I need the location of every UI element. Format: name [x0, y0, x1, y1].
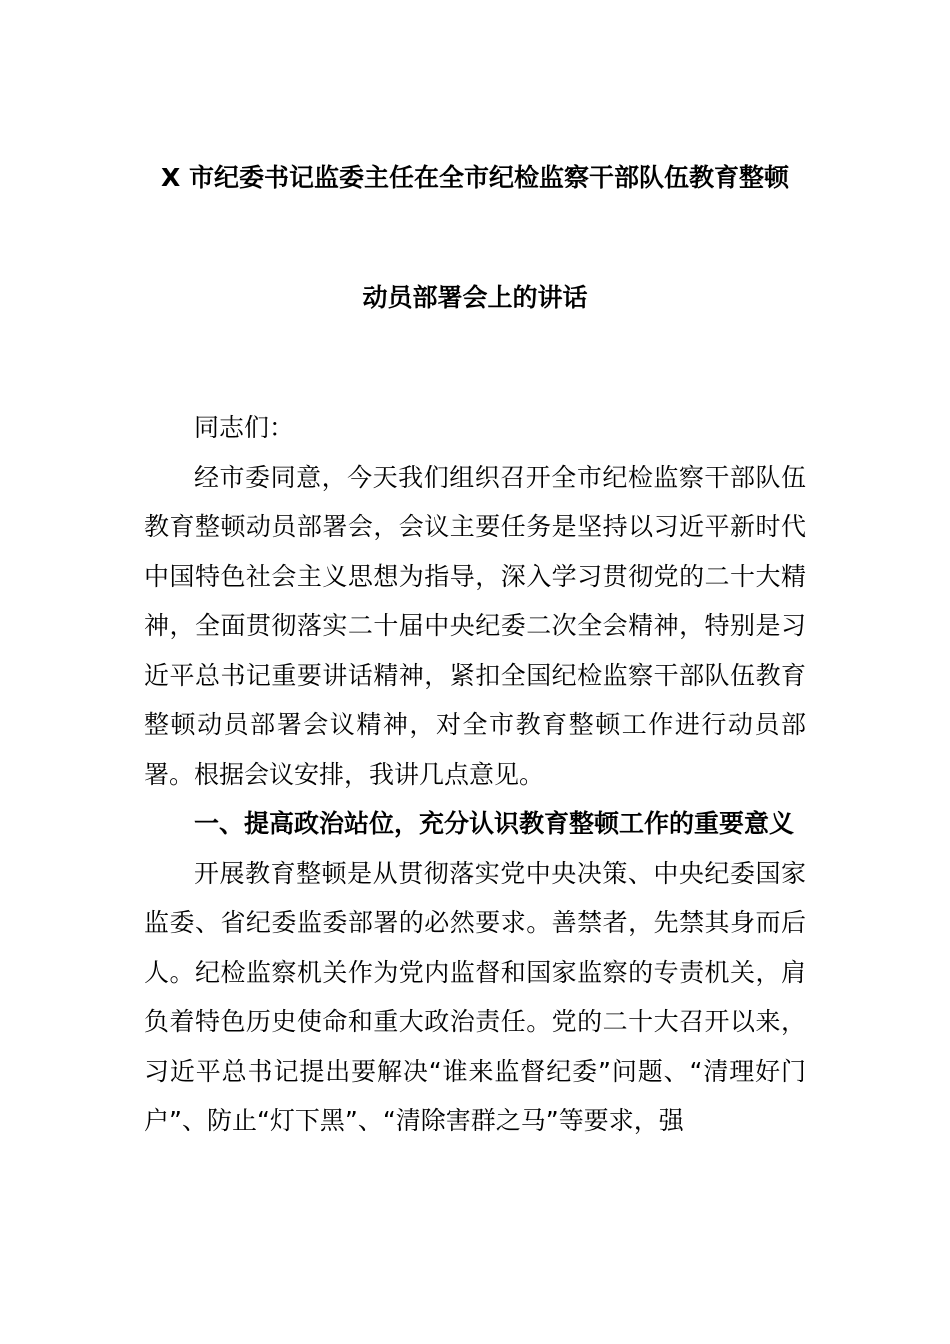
section-heading-1: 一、提高政治站位，充分认识教育整顿工作的重要意义	[194, 809, 795, 838]
document-title-line-1: X 市纪委书记监委主任在全市纪检监察干部队伍教育整顿	[161, 163, 789, 192]
document-body	[144, 403, 806, 1146]
body-paragraph-section-1: 开展教育整顿是从贯彻落实党中央决策、中央纪委国家监委、省纪委监委部署的必然要求。善禁者，先禁其身而后人。纪检监察机关作为党内监督和国家监察的专责机关，肩负着特色历史使命和重大政治责任。党的二十大召开以来，习近平总书记提出要解决“谁来监督纪委”问题、“清理好门户”、防止“灯下黑”、“清除害群之马”等要求，强	[144, 858, 806, 1135]
body-paragraph-intro: 经市委同意，今天我们组织召开全市纪检监察干部队伍教育整顿动员部署会，会议主要任务是坚持以习近平新时代中国特色社会主义思想为指导，深入学习贯彻党的二十大精神，全面贯彻落实二十届中央纪委二次全会精神，特别是习近平总书记重要讲话精神，紧扣全国纪检监察干部队伍教育整顿动员部署会议精神，对全市教育整顿工作进行动员部署。根据会议安排，我讲几点意见。	[144, 462, 806, 789]
salutation: 同志们：	[194, 413, 295, 442]
document-title-line-2: 动员部署会上的讲话	[362, 283, 588, 312]
